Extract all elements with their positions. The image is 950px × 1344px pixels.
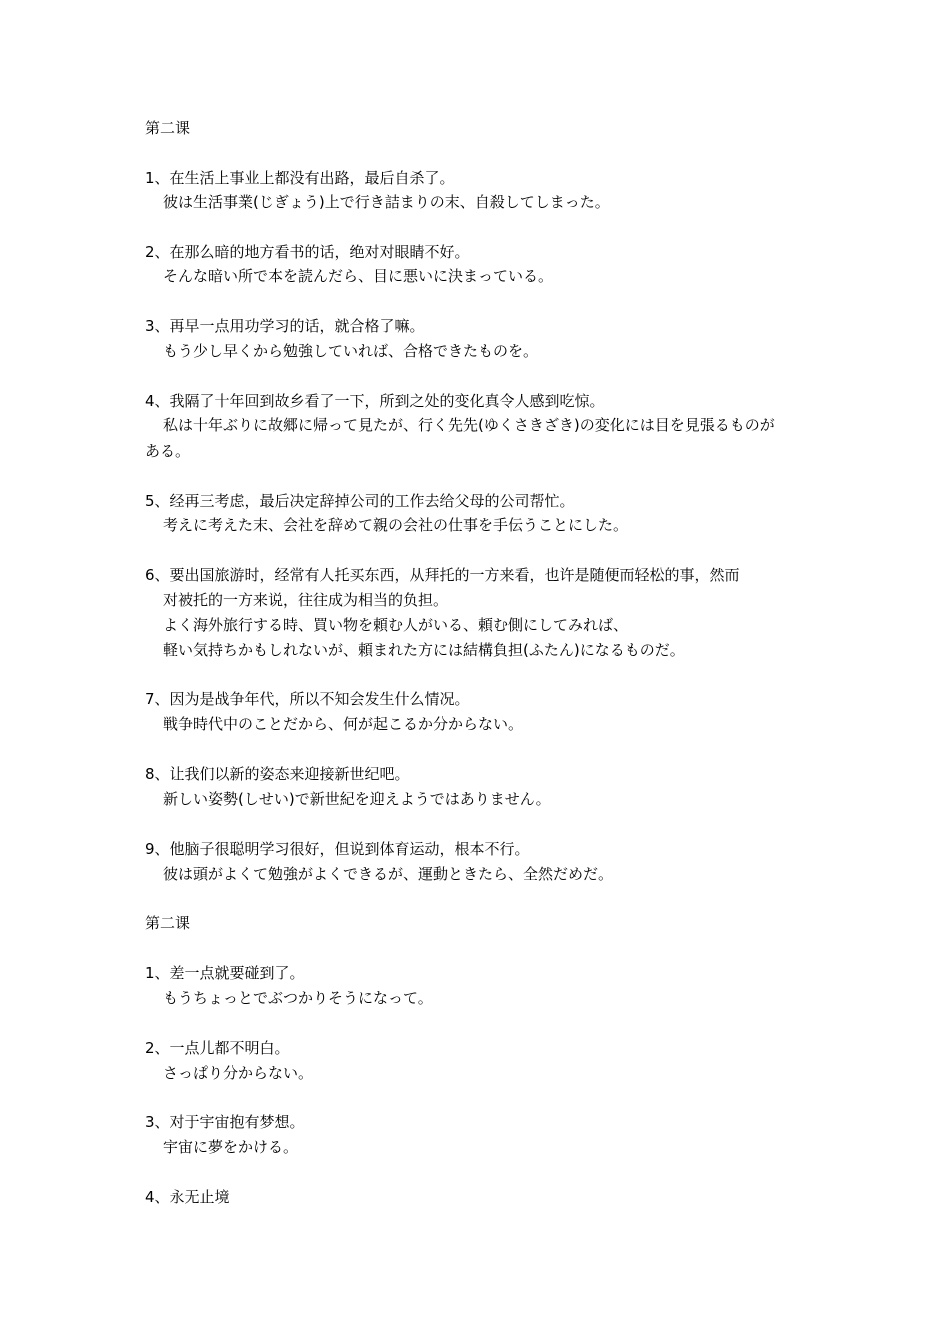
item-3-chinese: 3、再早一点用功学习的话，就合格了嘛。	[145, 317, 425, 335]
item-4-japanese: 私は十年ぶりに故郷に帰って見たが、行く先先(ゆくさきざき)の変化には目を見張るものが	[163, 416, 775, 434]
item-1-chinese: 1、差一点就要碰到了。	[145, 964, 305, 982]
item-2-chinese: 2、一点儿都不明白。	[145, 1039, 290, 1057]
item-2-japanese: さっぱり分からない。	[163, 1064, 314, 1082]
item-7-chinese: 7、因为是战争年代，所以不知会发生什么情况。	[145, 690, 470, 708]
item-3-chinese: 3、对于宇宙抱有梦想。	[145, 1113, 305, 1131]
item-4-chinese: 4、永无止境	[145, 1188, 230, 1206]
item-6-japanese: よく海外旅行する時、買い物を頼む人がいる、頼む側にしてみれば、	[163, 616, 629, 634]
item-1-japanese: もうちょっとでぶつかりそうになって。	[163, 989, 433, 1007]
item-6-chinese-continued: 对被托的一方来说，往往成为相当的负担。	[163, 591, 449, 609]
item-2-japanese: そんな暗い所で本を読んだら、目に悪いに決まっている。	[163, 267, 554, 285]
item-4-chinese: 4、我隔了十年回到故乡看了一下，所到之处的变化真令人感到吃惊。	[145, 392, 605, 410]
item-4-japanese-continued: ある。	[145, 442, 191, 460]
item-3-japanese: もう少し早くから勉強していれば、合格できたものを。	[163, 342, 539, 360]
section-title: 第二课	[145, 119, 191, 137]
item-2-chinese: 2、在那么暗的地方看书的话，绝对对眼睛不好。	[145, 243, 470, 261]
item-7-japanese: 戦争時代中のことだから、何が起こるか分からない。	[163, 715, 524, 733]
item-5-japanese: 考えに考えた末、会社を辞めて親の会社の仕事を手伝うことにした。	[163, 516, 629, 534]
item-6-chinese: 6、要出国旅游时，经常有人托买东西，从拜托的一方来看，也许是随便而轻松的事，然而	[145, 566, 740, 584]
item-8-chinese: 8、让我们以新的姿态来迎接新世纪吧。	[145, 765, 410, 783]
item-8-japanese: 新しい姿勢(しせい)で新世紀を迎えようではありません。	[163, 790, 551, 808]
item-6-japanese-continued: 軽い気持ちかもしれないが、頼まれた方には結構負担(ふたん)になるものだ。	[163, 641, 685, 659]
item-9-chinese: 9、他脑子很聪明学习很好，但说到体育运动，根本不行。	[145, 840, 530, 858]
item-9-japanese: 彼は頭がよくて勉強がよくできるが、運動ときたら、全然だめだ。	[163, 865, 614, 883]
item-1-chinese: 1、在生活上事业上都没有出路，最后自杀了。	[145, 169, 455, 187]
section-title: 第二课	[145, 914, 191, 932]
item-3-japanese: 宇宙に夢をかける。	[163, 1138, 299, 1156]
item-1-japanese: 彼は生活事業(じぎょう)上で行き詰まりの末、自殺してしまった。	[163, 193, 610, 211]
item-5-chinese: 5、经再三考虑，最后决定辞掉公司的工作去给父母的公司帮忙。	[145, 492, 575, 510]
